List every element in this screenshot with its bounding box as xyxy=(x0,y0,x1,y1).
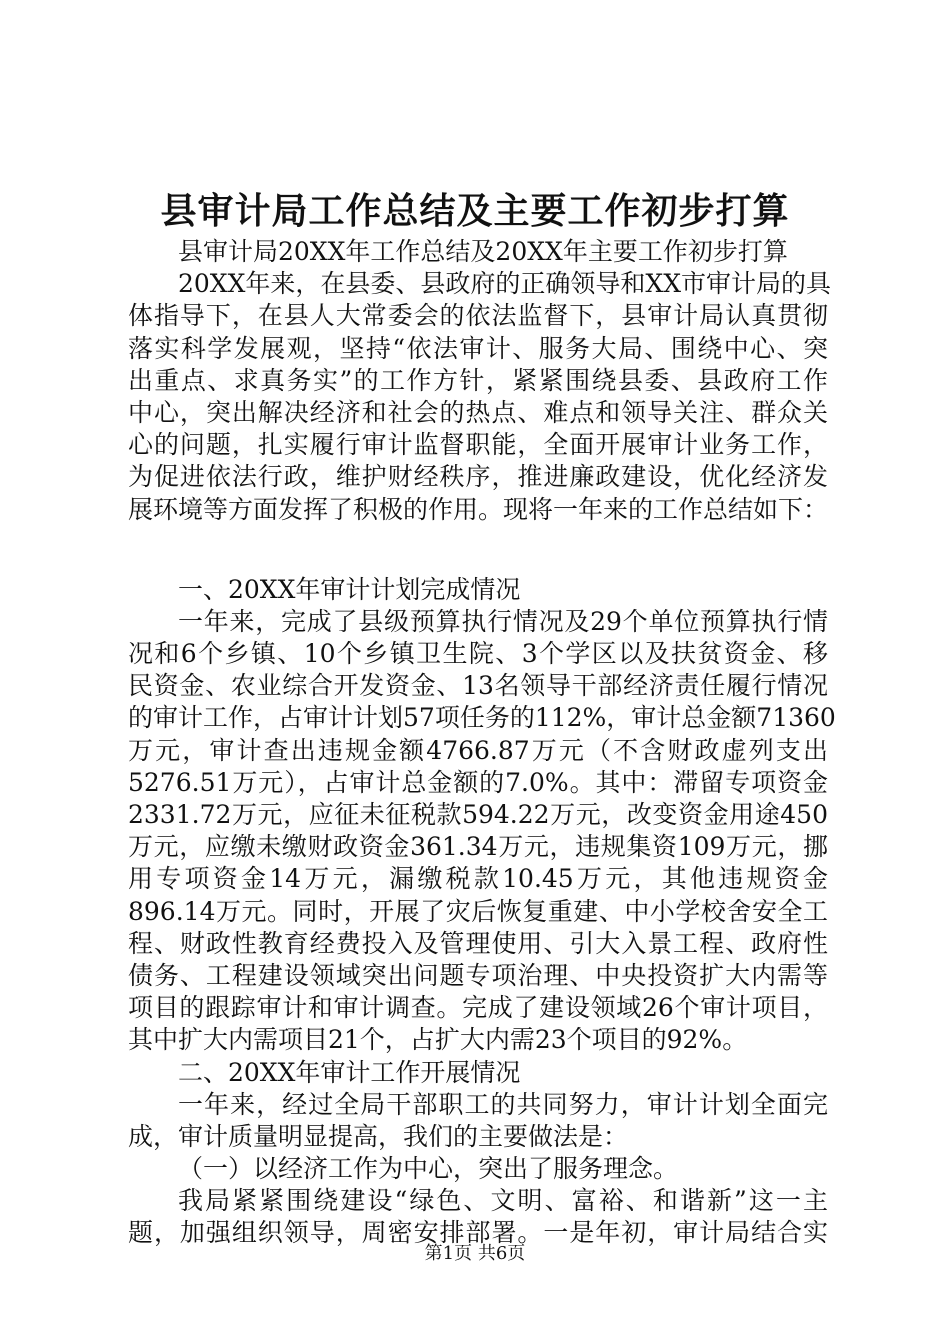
document-body xyxy=(128,236,836,1250)
paragraph-line: 中心，突出解决经济和社会的热点、难点和领导关注、群众关 xyxy=(128,397,828,427)
paragraph-line: 项目的跟踪审计和审计调查。完成了建设领域26个审计项目， xyxy=(128,993,828,1023)
paragraph-line: 心的问题，扎实履行审计监督职能，全面开展审计业务工作， xyxy=(128,430,828,460)
paragraph-line: 20XX年来，在县委、县政府的正确领导和XX市审计局的具 xyxy=(178,269,832,299)
paragraph-line: 展环境等方面发挥了积极的作用。现将一年来的工作总结如下： xyxy=(128,494,829,524)
paragraph-line: 5276.51万元），占审计总金额的7.0%。其中：滞留专项资金 xyxy=(128,767,828,797)
paragraph-line: 程、财政性教育经费投入及管理使用、引大入景工程、政府性 xyxy=(128,928,828,958)
paragraph-line: 成，审计质量明显提高，我们的主要做法是： xyxy=(128,1121,629,1151)
paragraph-line: 债务、工程建设领域突出问题专项治理、中央投资扩大内需等 xyxy=(128,960,828,990)
paragraph-line: 体指导下，在县人大常委会的依法监督下，县审计局认真贯彻 xyxy=(128,301,828,331)
document-title: 县审计局工作总结及主要工作初步打算 xyxy=(160,190,790,232)
subsection-heading: （一）以经济工作为中心，突出了服务理念。 xyxy=(178,1154,679,1184)
paragraph-line: 题，加强组织领导，周密安排部署。一是年初，审计局结合实 xyxy=(128,1218,828,1248)
paragraph-line: 为促进依法行政，维护财经秩序，推进廉政建设，优化经济发 xyxy=(128,462,828,492)
paragraph-line: 出重点、求真务实”的工作方针，紧紧围绕县委、县政府工作 xyxy=(128,365,828,395)
subtitle-line: 县审计局20XX年工作总结及20XX年主要工作初步打算 xyxy=(178,237,788,266)
paragraph-line: 用专项资金14万元，漏缴税款10.45万元，其他违规资金 xyxy=(128,864,828,894)
section-heading: 一、20XX年审计计划完成情况 xyxy=(178,574,521,604)
blank-line xyxy=(128,526,828,574)
paragraph-line: 一年来，完成了县级预算执行情况及29个单位预算执行情 xyxy=(178,606,828,636)
paragraph-line: 万元，应缴未缴财政资金361.34万元，违规集资109万元，挪 xyxy=(128,832,828,862)
paragraph-line: 2331.72万元，应征未征税款594.22万元，改变资金用途450 xyxy=(128,800,828,829)
paragraph-line: 我局紧紧围绕建设“绿色、文明、富裕、和谐新”这一主 xyxy=(178,1186,828,1216)
paragraph-line: 896.14万元。同时，开展了灾后恢复重建、中小学校舍安全工 xyxy=(128,896,828,926)
page-number-footer: 第1页 共6页 xyxy=(424,1243,526,1264)
paragraph-line: 落实科学发展观，坚持“依法审计、服务大局、围绕中心、突 xyxy=(128,333,828,363)
paragraph-line: 民资金、农业综合开发资金、13名领导干部经济责任履行情况 xyxy=(128,671,828,701)
section-heading: 二、20XX年审计工作开展情况 xyxy=(178,1057,521,1087)
paragraph-line: 万元，审计查出违规金额4766.87万元（不含财政虚列支出 xyxy=(128,735,828,765)
paragraph-line: 一年来，经过全局干部职工的共同努力，审计计划全面完 xyxy=(178,1089,828,1119)
paragraph-line: 其中扩大内需项目21个，占扩大内需23个项目的92%。 xyxy=(128,1025,748,1055)
paragraph-line: 的审计工作，占审计计划57项任务的112%，审计总金额71360 xyxy=(128,703,836,733)
paragraph-line: 况和6个乡镇、10个乡镇卫生院、3个学区以及扶贫资金、移 xyxy=(128,639,828,669)
